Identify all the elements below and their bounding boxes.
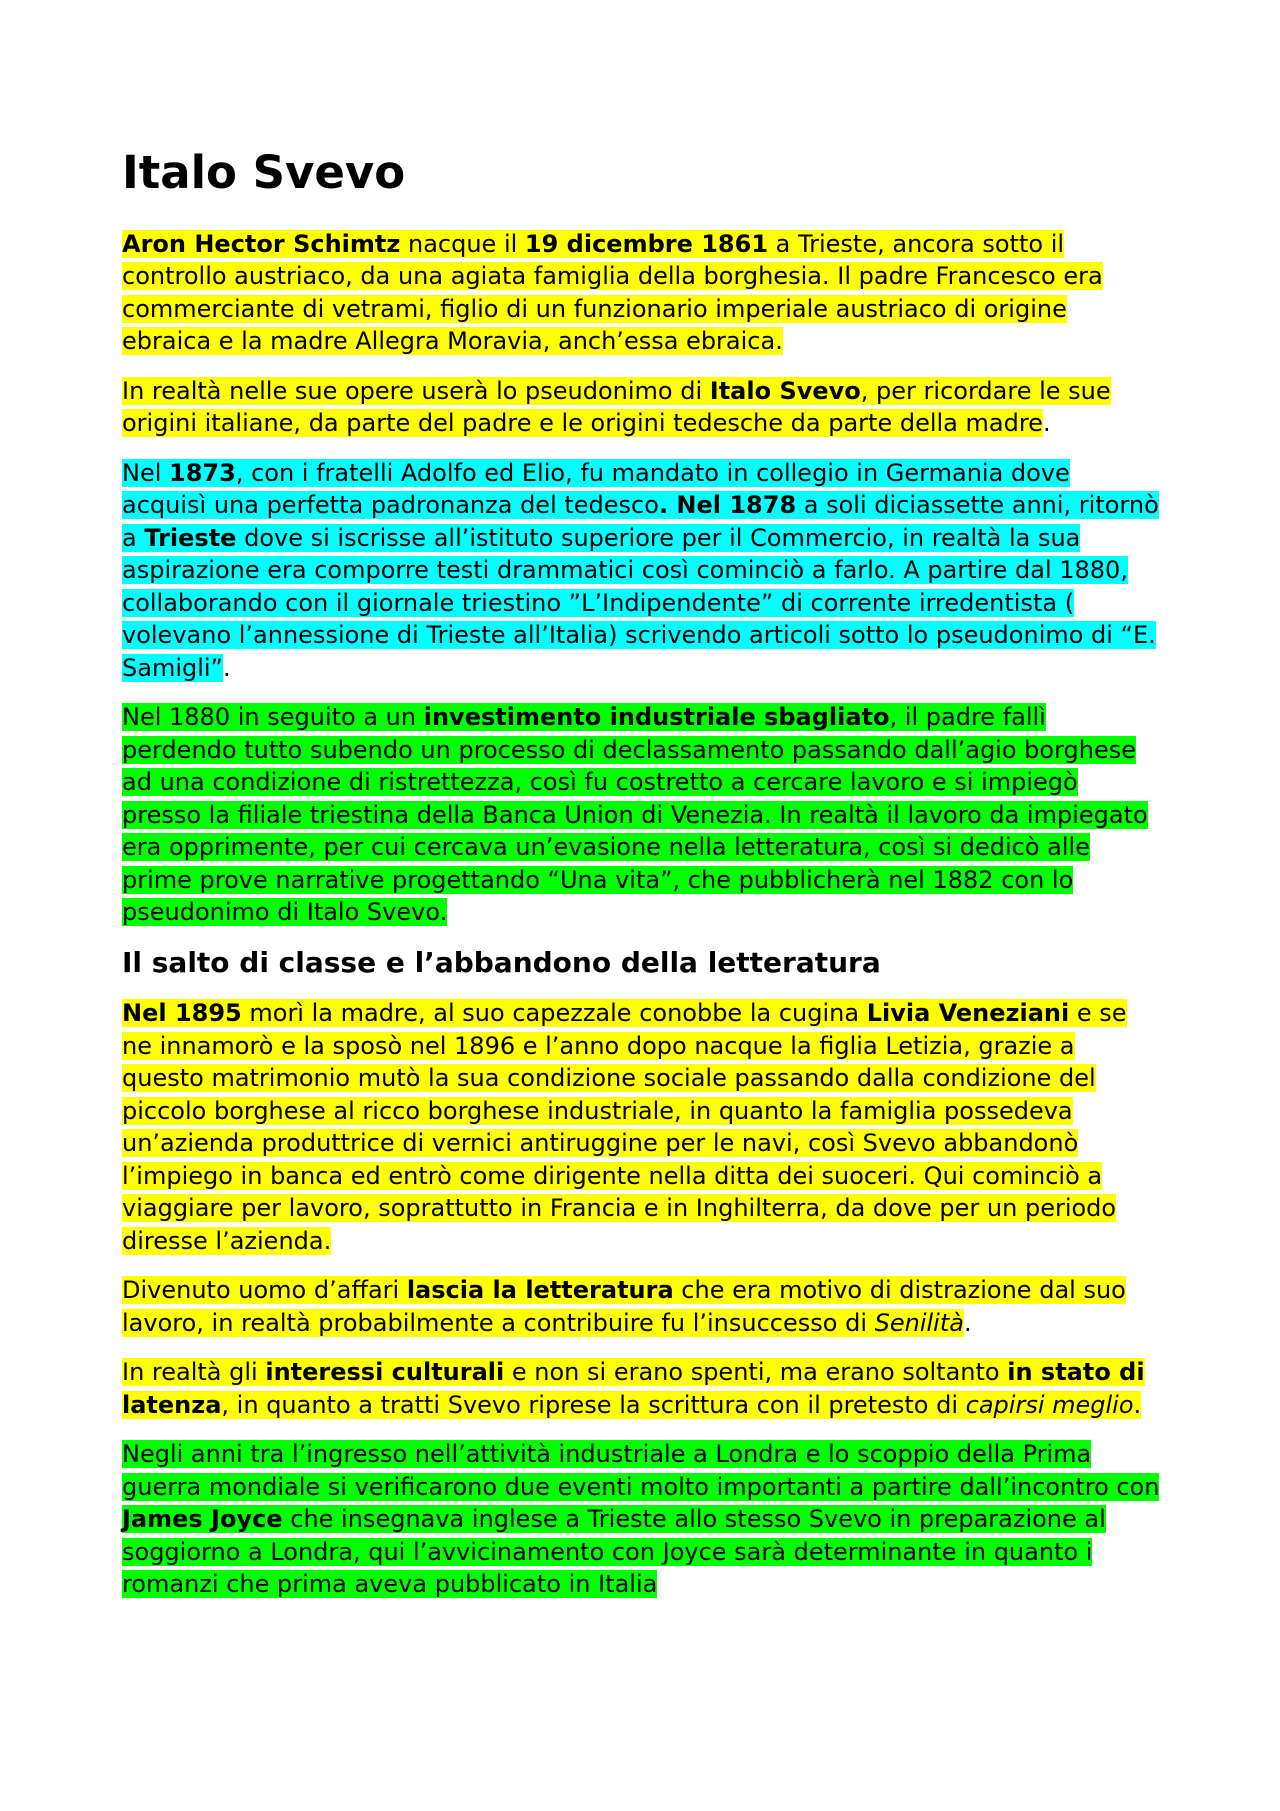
bold-text: interessi culturali xyxy=(265,1358,505,1387)
page-title: Italo Svevo xyxy=(122,146,406,199)
text: Negli anni tra l’ingresso nell’attività industriale a Londra e lo scoppio della Prima guerra mondiale si verificarono due eventi molto importanti a partire dall’incontro con xyxy=(122,1440,1160,1501)
text: Nel 1880 in seguito a un xyxy=(122,703,424,731)
text: a Trieste, ancora sotto il controllo austriaco, da una agiata famiglia della borghesia. Il padre Francesco era commerciante di vetrami, figlio di un funzionario imperiale austriaco di origine ebraica e la madre Allegra Moravia, anch’essa ebraica. xyxy=(122,229,1103,355)
paragraph-business xyxy=(122,1274,1160,1339)
text: , per ricordare le sue origini italiane, da parte del padre e le origini tedesche da parte della madre xyxy=(122,376,1111,437)
bold-text: Italo Svevo xyxy=(709,376,861,405)
bold-text: Livia Veneziani xyxy=(866,999,1070,1028)
text: morì la madre, al suo capezzale conobbe la cugina xyxy=(241,999,867,1028)
text: che insegnava inglese a Trieste allo stesso Svevo in preparazione al soggiorno a Londra, qui l’avvicinamento con Joyce sarà determinante in quanto i romanzi che prima aveva pubblicato in Italia xyxy=(122,1505,1106,1599)
text: dove si iscrisse all’istituto superiore per il Commercio, in realtà la sua aspirazione era comporre testi drammatici così cominciò a farlo. A partire dal 1880, collaborando con il giornale triestino ”L’Indipendente” di corrente irredentista ( volevano l’annessione di Trieste all’Italia) scrivendo articoli sotto lo pseudonimo di “E. Samigli” xyxy=(122,523,1156,682)
paragraph-bankruptcy xyxy=(122,701,1160,929)
text: Nel xyxy=(122,458,170,487)
section-heading: Il salto di classe e l’abbandono della letteratura xyxy=(122,945,881,979)
text: . xyxy=(223,653,231,682)
paragraph-pseudonym xyxy=(122,375,1160,440)
highlight-green xyxy=(122,1440,1159,1598)
text: e non si erano spenti, ma erano soltanto xyxy=(504,1358,1008,1387)
paragraph-birth xyxy=(122,228,1160,358)
bold-text: 1873 xyxy=(169,458,236,487)
paragraph-education xyxy=(122,457,1160,685)
text: . xyxy=(963,1308,972,1337)
highlight-yellow xyxy=(122,230,1103,356)
text: In realtà gli xyxy=(122,1358,266,1387)
text: a soli diciassette anni, ritornò a xyxy=(122,491,1159,552)
highlight-green xyxy=(122,703,1148,926)
bold-text: lascia la letteratura xyxy=(406,1276,674,1305)
text: . xyxy=(1042,409,1051,437)
text: In realtà nelle sue opere userà lo pseudonimo di xyxy=(122,376,710,405)
bold-text: James Joyce xyxy=(122,1505,283,1534)
paragraph-latency xyxy=(122,1356,1160,1421)
italic-text: capirsi meglio xyxy=(965,1390,1134,1419)
text: , il padre fallì perdendo tutto subendo un processo di declassamento passando dall’agio borghese ad una condizione di ristrettezza, così fu costretto a cercare lavoro e si impiegò presso la filiale triestina della Banca Union di Venezia. In realtà il lavoro da impiegato era opprimente, per cui cercava un’evasione nella letteratura, così si dedicò alle prime prove narrative progettando “Una vita”, che pubblicherà nel 1882 con lo pseudonimo di Italo Svevo. xyxy=(122,703,1148,926)
bold-text: in stato di latenza xyxy=(122,1358,1145,1419)
bold-text: Trieste xyxy=(144,523,237,552)
highlight-yellow xyxy=(122,1276,1126,1337)
text: e se ne innamorò e la sposò nel 1896 e l’anno dopo nacque la figlia Letizia, grazie a questo matrimonio mutò la sua condizione sociale passando dalla condizione del piccolo borghese al ricco borghese industriale, in quanto la famiglia possedeva un’azienda produttrice di vernici antiruggine per le navi, così Svevo abbandonò l’impiego in banca ed entrò come dirigente nella ditta dei suoceri. Qui cominciò a viaggiare per lavoro, soprattutto in Francia e in Inghilterra, da dove per un periodo diresse l’azienda. xyxy=(122,999,1127,1255)
italic-text: Senilità xyxy=(874,1308,964,1337)
text: che era motivo di distrazione dal suo lavoro, in realtà probabilmente a contribuire fu l’insuccesso di xyxy=(122,1276,1126,1337)
text: , con i fratelli Adolfo ed Elio, fu mandato in collegio in Germania dove acquisì una perfetta padronanza del tedesco xyxy=(122,458,1070,519)
bold-text: investimento industriale sbagliato xyxy=(423,703,890,731)
text: nacque il xyxy=(400,229,525,258)
highlight-cyan xyxy=(122,459,1159,682)
text: Divenuto uomo d’affari xyxy=(122,1276,407,1305)
highlight-yellow xyxy=(122,1358,1145,1419)
bold-text: 19 dicembre 1861 xyxy=(524,229,769,258)
bold-text: . Nel 1878 xyxy=(658,491,797,519)
highlight-yellow xyxy=(122,377,1111,438)
bold-text: Aron Hector Schimtz xyxy=(122,229,401,258)
text: , in quanto a tratti Svevo riprese la scrittura con il pretesto di xyxy=(221,1390,966,1419)
highlight-yellow xyxy=(122,999,1127,1255)
text: . xyxy=(1133,1390,1142,1419)
paragraph-marriage xyxy=(122,997,1160,1257)
paragraph-joyce xyxy=(122,1438,1160,1601)
bold-text: Nel 1895 xyxy=(122,999,242,1028)
